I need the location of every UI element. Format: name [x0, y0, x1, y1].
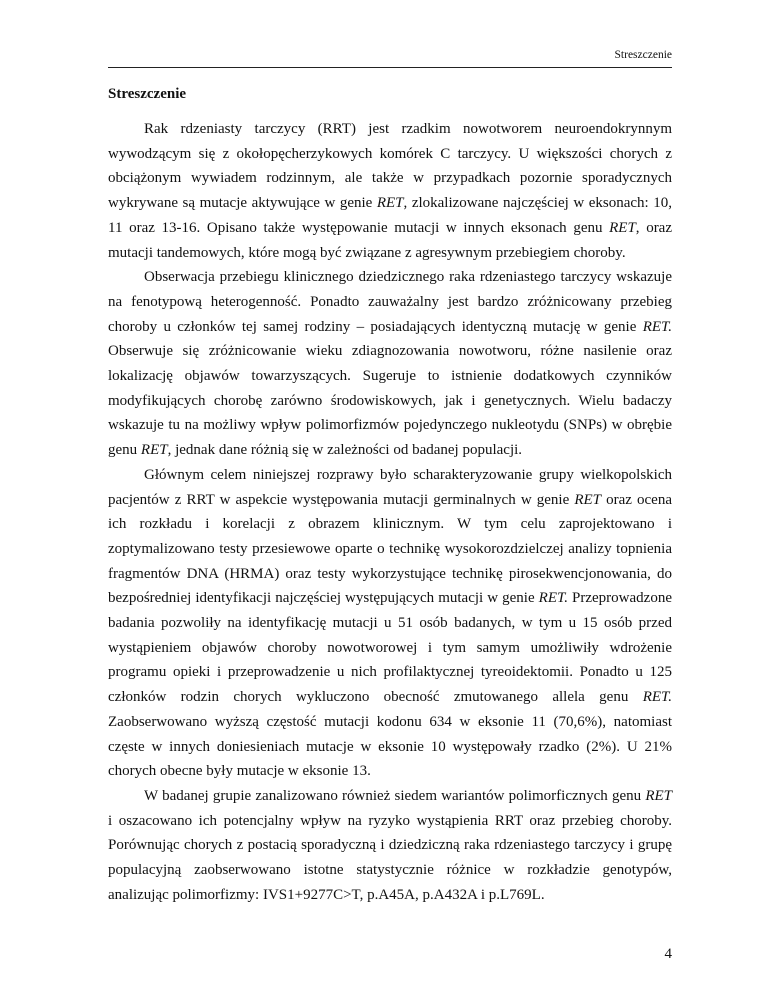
paragraph-1-text-b: , zlokalizowane najczęściej w eksonach: 10, 11 oraz 13-16. Opisano także występowanie mutacji w innych eksonach genu [108, 195, 672, 236]
paragraph-3-text-a: Głównym celem niniejszej rozprawy było scharakteryzowanie grupy wielkopolskich pacjentów z RRT w aspekcie występowania mutacji germinalnych w genie [108, 466, 672, 508]
paragraph-2-text-a: Obserwacja przebiegu klinicznego dziedzicznego raka rdzeniastego tarczycy wskazuje na fenotypową heterogenność. Ponadto zauważalny jest bardzo zróżnicowany przebieg choroby u członków tej samej rodziny – posiadających identyczną mutację w genie [108, 269, 672, 335]
section-heading: Streszczenie [108, 86, 187, 102]
paragraph-1-text-a: Rak rdzeniasty tarczycy (RRT) jest rzadkim nowotworem neuroendokrynnym wywodzącym się z okołopęcherzykowych komórek C tarczycy. U większości chorych z obciążonym wywiadem rodzinnym, ale także w przypadkach pozornie sporadycznych wykrywane są mutacje aktywujące w genie [108, 121, 672, 212]
paragraph-1 [108, 117, 672, 265]
gene-name-italic: RET [609, 219, 636, 236]
paragraph-4 [108, 784, 672, 908]
paragraph-3-text-d: Zaobserwowano wyższą częstość mutacji kodonu 634 w eksonie 11 (70,6%), natomiast częste w innych doniesieniach mutacje w eksonie 10 występowały rzadko (2%). U 21% chorych obecne były mutacje w eksonie 13. [108, 713, 672, 780]
gene-name-italic: RET. [642, 689, 672, 706]
paragraph-2-text-c: , jednak dane różnią się w zależności od badanej populacji. [167, 442, 523, 459]
section-body [108, 117, 672, 908]
paragraph-4-text-b: i oszacowano ich potencjalny wpływ na ryzyko wystąpienia RRT oraz przebieg choroby. Porównując chorych z postacią sporadyczną i dziedziczną raka rdzeniastego tarczycy i grupę populacyjną zaobserwowano istotne statystycznie różnice w rozkładzie genotypów, analizując polimorfizmy: IVS1+9277C>T, p.A45A, p.A432A i p.L769L. [108, 812, 672, 903]
paragraph-1-text-c: , oraz mutacji tandemowych, które mogą być związane z agresywnym przebiegiem choroby. [108, 219, 672, 261]
gene-name-italic: RET [140, 442, 168, 459]
gene-name-italic: RET [574, 491, 601, 508]
paragraph-2-text-b: Obserwuje się zróżnicowanie wieku zdiagnozowania nowotworu, różne nasilenie oraz lokalizację objawów towarzyszących. Sugeruje to istnienie dodatkowych czynników modyfikujących chorobę zarówno środowiskowych, jak i genetycznych. Wielu badaczy wskazuje tu na możliwy wpływ polimorfizmów pojedynczego nukleotydu (SNPs) w obrębie genu [108, 343, 672, 459]
paragraph-3-text-c: Przeprowadzone badania pozwoliły na identyfikację mutacji u 51 osób badanych, w tym u 15 osób przed wystąpieniem objawów choroby nowotworowej i tym samym umożliwiły wdrożenie programu opieki i przeprowadzenie u nich profilaktycznej tyreoidektomii. Ponadto u 125 członków rodzin chorych wykluczono obecność zmutowanego allela genu [108, 590, 672, 706]
gene-name-italic: RET [645, 787, 672, 804]
running-header: Streszczenie [614, 49, 672, 61]
paragraph-3 [108, 463, 672, 784]
gene-name-italic: RET. [642, 318, 672, 335]
paragraph-3-text-b: oraz ocena ich rozkładu i korelacji z obrazem klinicznym. W tym celu zaprojektowano i zoptymalizowano testy przesiewowe oparte o technikę wysokorozdzielczej analizy topnienia fragmentów DNA (HRMA) oraz testy wykorzystujące technikę pirosekwencjonowania, do bezpośredniej identyfikacji najczęściej występujących mutacji w genie [108, 491, 672, 607]
paragraph-4-text-a: W badanej grupie zanalizowano również siedem wariantów polimorficznych genu [144, 787, 646, 804]
paragraph-2 [108, 265, 672, 463]
header-divider [108, 67, 672, 68]
page-number: 4 [664, 946, 672, 962]
gene-name-italic: RET [376, 195, 404, 212]
gene-name-italic: RET. [538, 590, 568, 607]
